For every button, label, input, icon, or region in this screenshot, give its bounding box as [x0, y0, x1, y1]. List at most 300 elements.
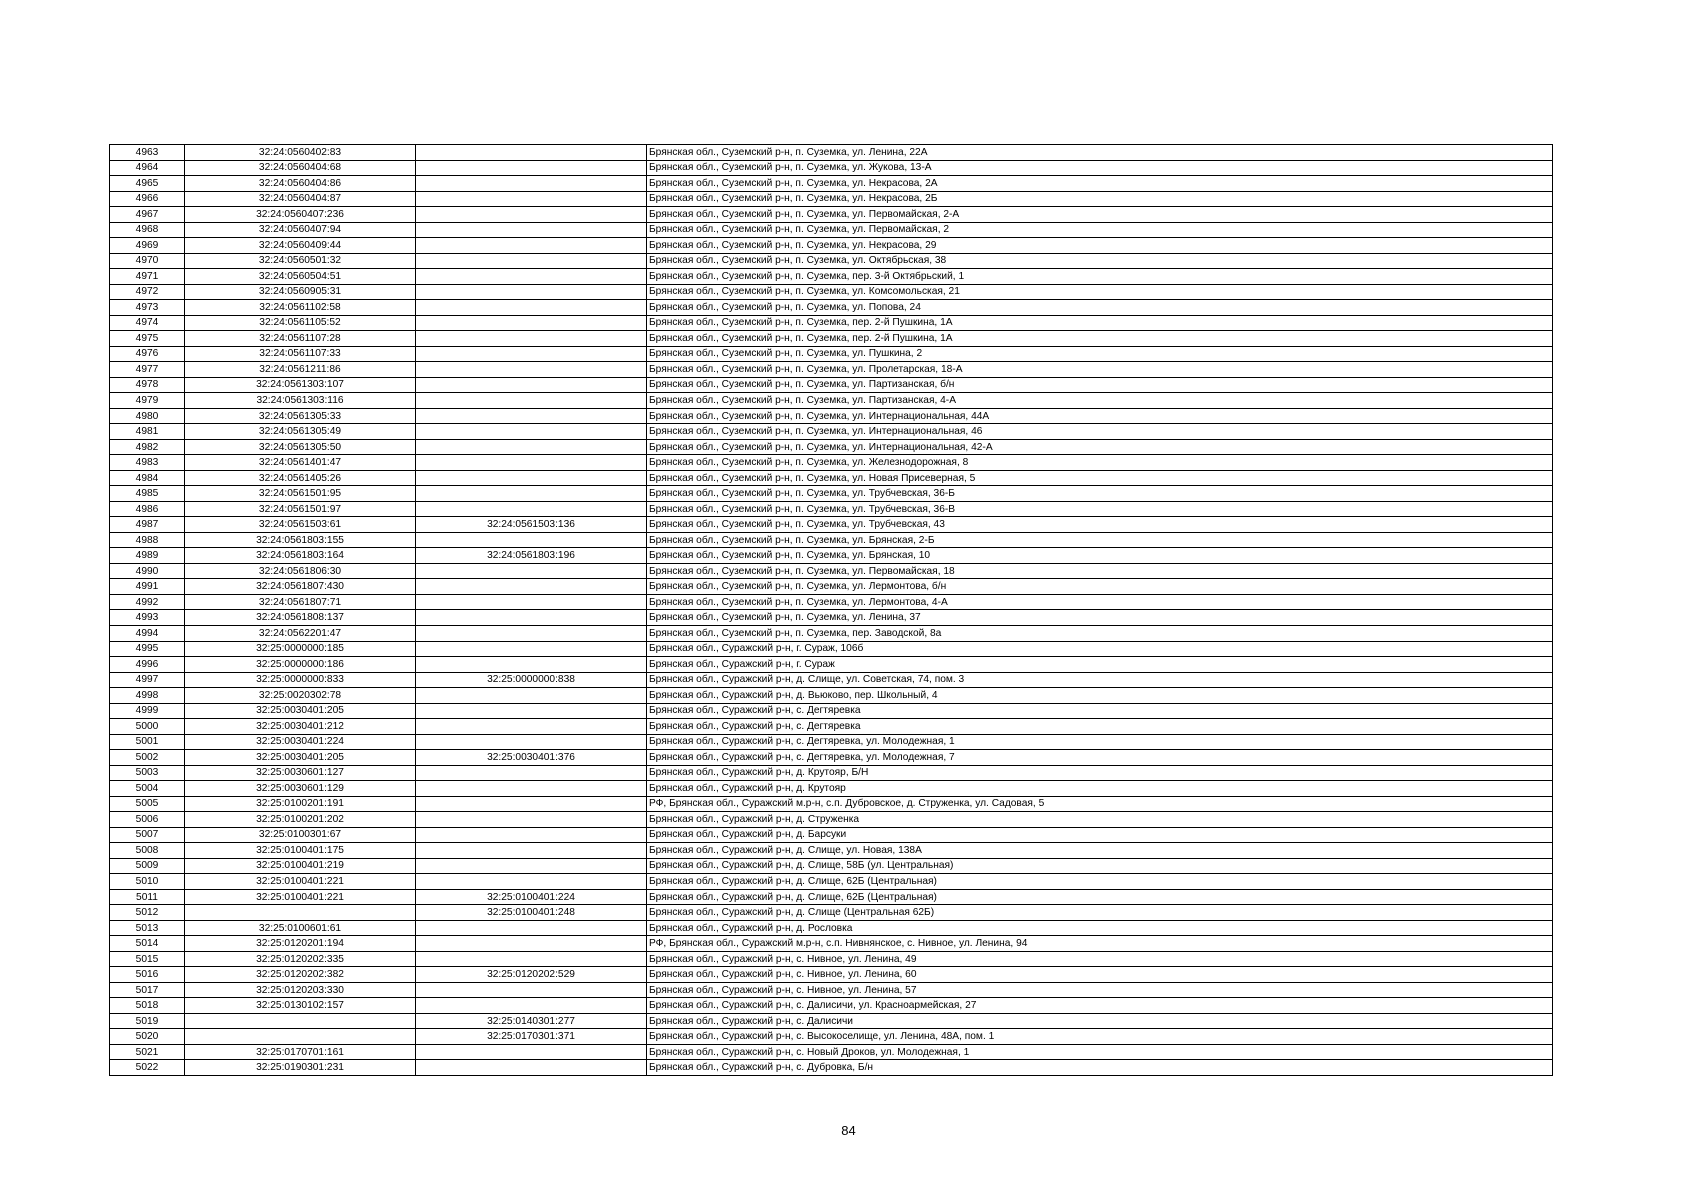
address-cell: Брянская обл., Суражский р-н, д. Слище (Центральная 62Б) — [647, 905, 1553, 921]
row-number-cell: 5022 — [110, 1060, 185, 1076]
table-row — [110, 982, 1553, 998]
row-number-cell: 5019 — [110, 1013, 185, 1029]
table-row — [110, 750, 1553, 766]
row-number-cell: 4977 — [110, 362, 185, 378]
address-cell: Брянская обл., Суземский р-н, п. Суземка, ул. Некрасова, 29 — [647, 238, 1553, 254]
table-row — [110, 346, 1553, 362]
row-number-cell: 4981 — [110, 424, 185, 440]
row-number-cell: 5014 — [110, 936, 185, 952]
page-number: 84 — [841, 1123, 856, 1138]
object-number-cell — [416, 222, 647, 238]
object-number-cell — [416, 486, 647, 502]
object-number-cell — [416, 160, 647, 176]
row-number-cell: 4970 — [110, 253, 185, 269]
address-cell: Брянская обл., Суражский р-н, г. Сураж — [647, 657, 1553, 673]
cadastral-number-cell: 32:24:0560402:83 — [185, 145, 416, 161]
table-row — [110, 1029, 1553, 1045]
table-row — [110, 207, 1553, 223]
table-row — [110, 719, 1553, 735]
address-cell: Брянская обл., Суражский р-н, с. Дегтяревка, ул. Молодежная, 1 — [647, 734, 1553, 750]
row-number-cell: 5000 — [110, 719, 185, 735]
row-number-cell: 5016 — [110, 967, 185, 983]
address-cell: Брянская обл., Суземский р-н, п. Суземка, ул. Первомайская, 2-А — [647, 207, 1553, 223]
object-number-cell — [416, 331, 647, 347]
object-number-cell — [416, 688, 647, 704]
table-row — [110, 843, 1553, 859]
table-row — [110, 532, 1553, 548]
table-row — [110, 501, 1553, 517]
row-number-cell: 4963 — [110, 145, 185, 161]
object-number-cell — [416, 501, 647, 517]
table-row — [110, 936, 1553, 952]
address-cell: Брянская обл., Суземский р-н, п. Суземка, ул. Попова, 24 — [647, 300, 1553, 316]
address-cell: Брянская обл., Суземский р-н, п. Суземка, ул. Лермонтова, б/н — [647, 579, 1553, 595]
row-number-cell: 4976 — [110, 346, 185, 362]
table-row — [110, 889, 1553, 905]
row-number-cell: 5004 — [110, 781, 185, 797]
row-number-cell: 4989 — [110, 548, 185, 564]
row-number-cell: 5003 — [110, 765, 185, 781]
table-row — [110, 998, 1553, 1014]
table-row — [110, 470, 1553, 486]
object-number-cell — [416, 470, 647, 486]
row-number-cell: 4975 — [110, 331, 185, 347]
row-number-cell: 5013 — [110, 920, 185, 936]
cadastral-number-cell: 32:24:0561501:97 — [185, 501, 416, 517]
table-row — [110, 176, 1553, 192]
cadastral-number-cell: 32:25:0030401:224 — [185, 734, 416, 750]
object-number-cell — [416, 207, 647, 223]
cadastral-number-cell: 32:24:0561305:50 — [185, 439, 416, 455]
address-cell: Брянская обл., Суражский р-н, с. Новый Дроков, ул. Молодежная, 1 — [647, 1044, 1553, 1060]
object-number-cell — [416, 579, 647, 595]
table-row — [110, 672, 1553, 688]
object-number-cell — [416, 874, 647, 890]
object-number-cell: 32:25:0170301:371 — [416, 1029, 647, 1045]
address-cell: Брянская обл., Суземский р-н, п. Суземка, ул. Партизанская, 4-А — [647, 393, 1553, 409]
address-cell: Брянская обл., Суземский р-н, п. Суземка, ул. Интернациональная, 46 — [647, 424, 1553, 440]
object-number-cell — [416, 300, 647, 316]
row-number-cell: 5021 — [110, 1044, 185, 1060]
cadastral-number-cell: 32:24:0561808:137 — [185, 610, 416, 626]
address-cell: РФ, Брянская обл., Суражский м.р-н, с.п. Дубровское, д. Струженка, ул. Садовая, 5 — [647, 796, 1553, 812]
cadastral-number-cell: 32:24:0560407:236 — [185, 207, 416, 223]
address-cell: Брянская обл., Суземский р-н, п. Суземка, ул. Жукова, 13-А — [647, 160, 1553, 176]
address-cell: Брянская обл., Суземский р-н, п. Суземка, ул. Интернациональная, 44А — [647, 408, 1553, 424]
table-row — [110, 734, 1553, 750]
table-row — [110, 408, 1553, 424]
object-number-cell — [416, 315, 647, 331]
object-number-cell — [416, 641, 647, 657]
row-number-cell: 4969 — [110, 238, 185, 254]
cadastral-number-cell: 32:24:0561303:107 — [185, 377, 416, 393]
cadastral-number-cell: 32:25:0100401:219 — [185, 858, 416, 874]
table-row — [110, 641, 1553, 657]
address-cell: Брянская обл., Суражский р-н, с. Далисичи, ул. Красноармейская, 27 — [647, 998, 1553, 1014]
address-cell: Брянская обл., Суземский р-н, п. Суземка, ул. Комсомольская, 21 — [647, 284, 1553, 300]
address-cell: Брянская обл., Суражский р-н, с. Далисичи — [647, 1013, 1553, 1029]
table-row — [110, 594, 1553, 610]
object-number-cell — [416, 657, 647, 673]
address-cell: Брянская обл., Суражский р-н, г. Сураж, 106б — [647, 641, 1553, 657]
cadastral-number-cell: 32:24:0561305:33 — [185, 408, 416, 424]
table-row — [110, 238, 1553, 254]
address-cell: Брянская обл., Суражский р-н, с. Дегтяревка, ул. Молодежная, 7 — [647, 750, 1553, 766]
table-row — [110, 393, 1553, 409]
cadastral-number-cell: 32:25:0000000:186 — [185, 657, 416, 673]
object-number-cell — [416, 253, 647, 269]
row-number-cell: 4971 — [110, 269, 185, 285]
table-row — [110, 486, 1553, 502]
cadastral-number-cell: 32:24:0561303:116 — [185, 393, 416, 409]
table-row — [110, 145, 1553, 161]
address-cell: Брянская обл., Суражский р-н, с. Нивное, ул. Ленина, 57 — [647, 982, 1553, 998]
cadastral-number-cell: 32:24:0561807:430 — [185, 579, 416, 595]
row-number-cell: 4998 — [110, 688, 185, 704]
address-cell: Брянская обл., Суражский р-н, с. Нивное, ул. Ленина, 60 — [647, 967, 1553, 983]
object-number-cell: 32:25:0000000:838 — [416, 672, 647, 688]
address-cell: Брянская обл., Суражский р-н, с. Дегтяревка — [647, 703, 1553, 719]
cadastral-number-cell: 32:24:0561107:28 — [185, 331, 416, 347]
row-number-cell: 4965 — [110, 176, 185, 192]
cadastral-number-cell: 32:24:0561107:33 — [185, 346, 416, 362]
object-number-cell: 32:25:0140301:277 — [416, 1013, 647, 1029]
object-number-cell — [416, 781, 647, 797]
address-cell: Брянская обл., Суземский р-н, п. Суземка, пер. 2-й Пушкина, 1А — [647, 315, 1553, 331]
row-number-cell: 4966 — [110, 191, 185, 207]
row-number-cell: 4997 — [110, 672, 185, 688]
object-number-cell: 32:25:0120202:529 — [416, 967, 647, 983]
object-number-cell — [416, 734, 647, 750]
object-number-cell: 32:25:0100401:248 — [416, 905, 647, 921]
cadastral-number-cell: 32:24:0560409:44 — [185, 238, 416, 254]
table-row — [110, 284, 1553, 300]
address-cell: Брянская обл., Суражский р-н, д. Вьюково, пер. Школьный, 4 — [647, 688, 1553, 704]
address-cell: Брянская обл., Суземский р-н, п. Суземка, ул. Интернациональная, 42-А — [647, 439, 1553, 455]
address-cell: Брянская обл., Суражский р-н, д. Слище, 62Б (Центральная) — [647, 889, 1553, 905]
object-number-cell — [416, 532, 647, 548]
cadastral-number-cell: 32:25:0100401:221 — [185, 874, 416, 890]
object-number-cell: 32:24:0561803:196 — [416, 548, 647, 564]
table-row — [110, 517, 1553, 533]
table-row — [110, 563, 1553, 579]
cadastral-number-cell: 32:25:0030401:205 — [185, 703, 416, 719]
object-number-cell — [416, 424, 647, 440]
address-cell: Брянская обл., Суземский р-н, п. Суземка, ул. Первомайская, 18 — [647, 563, 1553, 579]
table-row — [110, 905, 1553, 921]
table-row — [110, 1060, 1553, 1076]
address-cell: Брянская обл., Суземский р-н, п. Суземка, пер. 3-й Октябрьский, 1 — [647, 269, 1553, 285]
object-number-cell — [416, 1060, 647, 1076]
row-number-cell: 4980 — [110, 408, 185, 424]
row-number-cell: 4982 — [110, 439, 185, 455]
address-cell: Брянская обл., Суземский р-н, п. Суземка, ул. Брянская, 2-Б — [647, 532, 1553, 548]
address-cell: Брянская обл., Суземский р-н, п. Суземка, ул. Брянская, 10 — [647, 548, 1553, 564]
cadastral-number-cell: 32:25:0120203:330 — [185, 982, 416, 998]
cadastral-number-cell: 32:24:0560404:87 — [185, 191, 416, 207]
row-number-cell: 5007 — [110, 827, 185, 843]
cadastral-number-cell: 32:24:0561102:58 — [185, 300, 416, 316]
table-row — [110, 253, 1553, 269]
cadastral-number-cell: 32:25:0000000:185 — [185, 641, 416, 657]
cadastral-number-cell: 32:24:0560404:68 — [185, 160, 416, 176]
cadastral-number-cell: 32:25:0130102:157 — [185, 998, 416, 1014]
row-number-cell: 4974 — [110, 315, 185, 331]
row-number-cell: 4986 — [110, 501, 185, 517]
address-cell: Брянская обл., Суражский р-н, с. Дубровка, Б/н — [647, 1060, 1553, 1076]
row-number-cell: 5015 — [110, 951, 185, 967]
cadastral-number-cell: 32:25:0120201:194 — [185, 936, 416, 952]
table-row — [110, 548, 1553, 564]
cadastral-number-cell: 32:25:0030401:212 — [185, 719, 416, 735]
row-number-cell: 4984 — [110, 470, 185, 486]
row-number-cell: 4973 — [110, 300, 185, 316]
address-cell: Брянская обл., Суражский р-н, д. Барсуки — [647, 827, 1553, 843]
row-number-cell: 5009 — [110, 858, 185, 874]
table-row — [110, 781, 1553, 797]
cadastral-number-cell: 32:24:0560404:86 — [185, 176, 416, 192]
table-row — [110, 315, 1553, 331]
cadastral-number-cell: 32:25:0030401:205 — [185, 750, 416, 766]
address-cell: Брянская обл., Суземский р-н, п. Суземка, ул. Некрасова, 2Б — [647, 191, 1553, 207]
table-row — [110, 424, 1553, 440]
row-number-cell: 4968 — [110, 222, 185, 238]
row-number-cell: 4964 — [110, 160, 185, 176]
address-cell: Брянская обл., Суражский р-н, д. Слище, 58Б (ул. Центральная) — [647, 858, 1553, 874]
row-number-cell: 5002 — [110, 750, 185, 766]
table-row — [110, 625, 1553, 641]
object-number-cell — [416, 1044, 647, 1060]
cadastral-number-cell: 32:25:0100201:202 — [185, 812, 416, 828]
table-row — [110, 160, 1553, 176]
table-row — [110, 191, 1553, 207]
cadastral-number-cell: 32:25:0030601:129 — [185, 781, 416, 797]
address-cell: Брянская обл., Суражский р-н, д. Крутояр, Б/Н — [647, 765, 1553, 781]
address-cell: Брянская обл., Суземский р-н, п. Суземка, ул. Пушкина, 2 — [647, 346, 1553, 362]
object-number-cell — [416, 765, 647, 781]
registry-table — [109, 144, 1553, 1076]
cadastral-number-cell — [185, 1013, 416, 1029]
object-number-cell — [416, 176, 647, 192]
row-number-cell: 4967 — [110, 207, 185, 223]
table-row — [110, 703, 1553, 719]
object-number-cell: 32:25:0100401:224 — [416, 889, 647, 905]
address-cell: Брянская обл., Суражский р-н, с. Дегтяревка — [647, 719, 1553, 735]
table-row — [110, 439, 1553, 455]
row-number-cell: 5017 — [110, 982, 185, 998]
object-number-cell: 32:25:0030401:376 — [416, 750, 647, 766]
cadastral-number-cell: 32:24:0561405:26 — [185, 470, 416, 486]
address-cell: Брянская обл., Суземский р-н, п. Суземка, ул. Железнодорожная, 8 — [647, 455, 1553, 471]
object-number-cell — [416, 796, 647, 812]
address-cell: Брянская обл., Суземский р-н, п. Суземка, пер. Заводской, 8а — [647, 625, 1553, 641]
object-number-cell — [416, 858, 647, 874]
address-cell: Брянская обл., Суражский р-н, д. Рословка — [647, 920, 1553, 936]
row-number-cell: 4996 — [110, 657, 185, 673]
address-cell: Брянская обл., Суражский р-н, д. Струженка — [647, 812, 1553, 828]
table-row — [110, 579, 1553, 595]
table-row — [110, 812, 1553, 828]
cadastral-number-cell: 32:24:0561501:95 — [185, 486, 416, 502]
table-row — [110, 920, 1553, 936]
object-number-cell — [416, 191, 647, 207]
object-number-cell — [416, 238, 647, 254]
address-cell: Брянская обл., Суземский р-н, п. Суземка, ул. Пролетарская, 18-А — [647, 362, 1553, 378]
object-number-cell — [416, 703, 647, 719]
address-cell: Брянская обл., Суземский р-н, п. Суземка, ул. Трубчевская, 36-В — [647, 501, 1553, 517]
object-number-cell — [416, 610, 647, 626]
table-row — [110, 657, 1553, 673]
table-row — [110, 610, 1553, 626]
table-row — [110, 331, 1553, 347]
table-row — [110, 377, 1553, 393]
object-number-cell — [416, 145, 647, 161]
address-cell: Брянская обл., Суземский р-н, п. Суземка, ул. Новая Присеверная, 5 — [647, 470, 1553, 486]
object-number-cell — [416, 455, 647, 471]
row-number-cell: 5010 — [110, 874, 185, 890]
address-cell: Брянская обл., Суземский р-н, п. Суземка, ул. Партизанская, б/н — [647, 377, 1553, 393]
row-number-cell: 4988 — [110, 532, 185, 548]
table-row — [110, 222, 1553, 238]
object-number-cell — [416, 346, 647, 362]
cadastral-number-cell: 32:25:0000000:833 — [185, 672, 416, 688]
address-cell: Брянская обл., Суземский р-н, п. Суземка, ул. Ленина, 37 — [647, 610, 1553, 626]
table-row — [110, 874, 1553, 890]
cadastral-number-cell: 32:24:0560504:51 — [185, 269, 416, 285]
row-number-cell: 4990 — [110, 563, 185, 579]
row-number-cell: 5012 — [110, 905, 185, 921]
address-cell: Брянская обл., Суземский р-н, п. Суземка, ул. Некрасова, 2А — [647, 176, 1553, 192]
object-number-cell — [416, 951, 647, 967]
row-number-cell: 5005 — [110, 796, 185, 812]
object-number-cell — [416, 625, 647, 641]
cadastral-number-cell: 32:24:0561305:49 — [185, 424, 416, 440]
object-number-cell — [416, 998, 647, 1014]
table-row — [110, 362, 1553, 378]
address-cell: Брянская обл., Суземский р-н, п. Суземка, ул. Октябрьская, 38 — [647, 253, 1553, 269]
row-number-cell: 4979 — [110, 393, 185, 409]
address-cell: Брянская обл., Суземский р-н, п. Суземка, ул. Ленина, 22А — [647, 145, 1553, 161]
table-row — [110, 300, 1553, 316]
row-number-cell: 4978 — [110, 377, 185, 393]
object-number-cell — [416, 269, 647, 285]
table-row — [110, 796, 1553, 812]
cadastral-number-cell: 32:24:0561807:71 — [185, 594, 416, 610]
address-cell: Брянская обл., Суражский р-н, д. Слище, ул. Новая, 138А — [647, 843, 1553, 859]
cadastral-number-cell: 32:24:0560501:32 — [185, 253, 416, 269]
address-cell: Брянская обл., Суражский р-н, д. Слище, 62Б (Центральная) — [647, 874, 1553, 890]
address-cell: РФ, Брянская обл., Суражский м.р-н, с.п. Нивнянское, с. Нивное, ул. Ленина, 94 — [647, 936, 1553, 952]
object-number-cell — [416, 827, 647, 843]
row-number-cell: 4992 — [110, 594, 185, 610]
object-number-cell — [416, 284, 647, 300]
cadastral-number-cell: 32:24:0561803:155 — [185, 532, 416, 548]
cadastral-number-cell — [185, 905, 416, 921]
table-row — [110, 967, 1553, 983]
row-number-cell: 4983 — [110, 455, 185, 471]
object-number-cell — [416, 362, 647, 378]
cadastral-number-cell: 32:25:0030601:127 — [185, 765, 416, 781]
object-number-cell — [416, 393, 647, 409]
address-cell: Брянская обл., Суземский р-н, п. Суземка, ул. Трубчевская, 36-Б — [647, 486, 1553, 502]
object-number-cell — [416, 920, 647, 936]
cadastral-number-cell: 32:24:0561806:30 — [185, 563, 416, 579]
table-row — [110, 765, 1553, 781]
row-number-cell: 5020 — [110, 1029, 185, 1045]
object-number-cell — [416, 812, 647, 828]
row-number-cell: 5008 — [110, 843, 185, 859]
cadastral-number-cell: 32:25:0100601:61 — [185, 920, 416, 936]
cadastral-number-cell: 32:24:0561211:86 — [185, 362, 416, 378]
object-number-cell — [416, 982, 647, 998]
cadastral-number-cell: 32:25:0100401:221 — [185, 889, 416, 905]
table-row — [110, 1013, 1553, 1029]
cadastral-number-cell: 32:24:0560905:31 — [185, 284, 416, 300]
table-row — [110, 827, 1553, 843]
address-cell: Брянская обл., Суземский р-н, п. Суземка, ул. Трубчевская, 43 — [647, 517, 1553, 533]
row-number-cell: 4985 — [110, 486, 185, 502]
address-cell: Брянская обл., Суземский р-н, п. Суземка, ул. Лермонтова, 4-А — [647, 594, 1553, 610]
table-row — [110, 951, 1553, 967]
object-number-cell — [416, 439, 647, 455]
row-number-cell: 4991 — [110, 579, 185, 595]
row-number-cell: 5001 — [110, 734, 185, 750]
cadastral-number-cell: 32:24:0562201:47 — [185, 625, 416, 641]
address-cell: Брянская обл., Суражский р-н, с. Нивное, ул. Ленина, 49 — [647, 951, 1553, 967]
table-row — [110, 455, 1553, 471]
table-row — [110, 269, 1553, 285]
cadastral-number-cell: 32:25:0100201:191 — [185, 796, 416, 812]
object-number-cell — [416, 843, 647, 859]
row-number-cell: 5006 — [110, 812, 185, 828]
cadastral-number-cell: 32:25:0100401:175 — [185, 843, 416, 859]
object-number-cell: 32:24:0561503:136 — [416, 517, 647, 533]
row-number-cell: 4987 — [110, 517, 185, 533]
row-number-cell: 4994 — [110, 625, 185, 641]
object-number-cell — [416, 936, 647, 952]
registry-table-body — [110, 145, 1553, 1076]
cadastral-number-cell: 32:24:0561105:52 — [185, 315, 416, 331]
cadastral-number-cell: 32:24:0561401:47 — [185, 455, 416, 471]
address-cell: Брянская обл., Суземский р-н, п. Суземка, ул. Первомайская, 2 — [647, 222, 1553, 238]
cadastral-number-cell: 32:24:0560407:94 — [185, 222, 416, 238]
table-row — [110, 858, 1553, 874]
cadastral-number-cell: 32:25:0190301:231 — [185, 1060, 416, 1076]
object-number-cell — [416, 594, 647, 610]
cadastral-number-cell: 32:25:0020302:78 — [185, 688, 416, 704]
row-number-cell: 5011 — [110, 889, 185, 905]
object-number-cell — [416, 377, 647, 393]
address-cell: Брянская обл., Суземский р-н, п. Суземка, пер. 2-й Пушкина, 1А — [647, 331, 1553, 347]
table-row — [110, 1044, 1553, 1060]
cadastral-number-cell: 32:25:0120202:335 — [185, 951, 416, 967]
row-number-cell: 4999 — [110, 703, 185, 719]
address-cell: Брянская обл., Суражский р-н, д. Крутояр — [647, 781, 1553, 797]
cadastral-number-cell: 32:25:0120202:382 — [185, 967, 416, 983]
cadastral-number-cell: 32:24:0561503:61 — [185, 517, 416, 533]
row-number-cell: 4995 — [110, 641, 185, 657]
row-number-cell: 5018 — [110, 998, 185, 1014]
table-row — [110, 688, 1553, 704]
row-number-cell: 4993 — [110, 610, 185, 626]
object-number-cell — [416, 408, 647, 424]
object-number-cell — [416, 719, 647, 735]
cadastral-number-cell: 32:25:0170701:161 — [185, 1044, 416, 1060]
cadastral-number-cell: 32:25:0100301:67 — [185, 827, 416, 843]
object-number-cell — [416, 563, 647, 579]
row-number-cell: 4972 — [110, 284, 185, 300]
cadastral-number-cell — [185, 1029, 416, 1045]
